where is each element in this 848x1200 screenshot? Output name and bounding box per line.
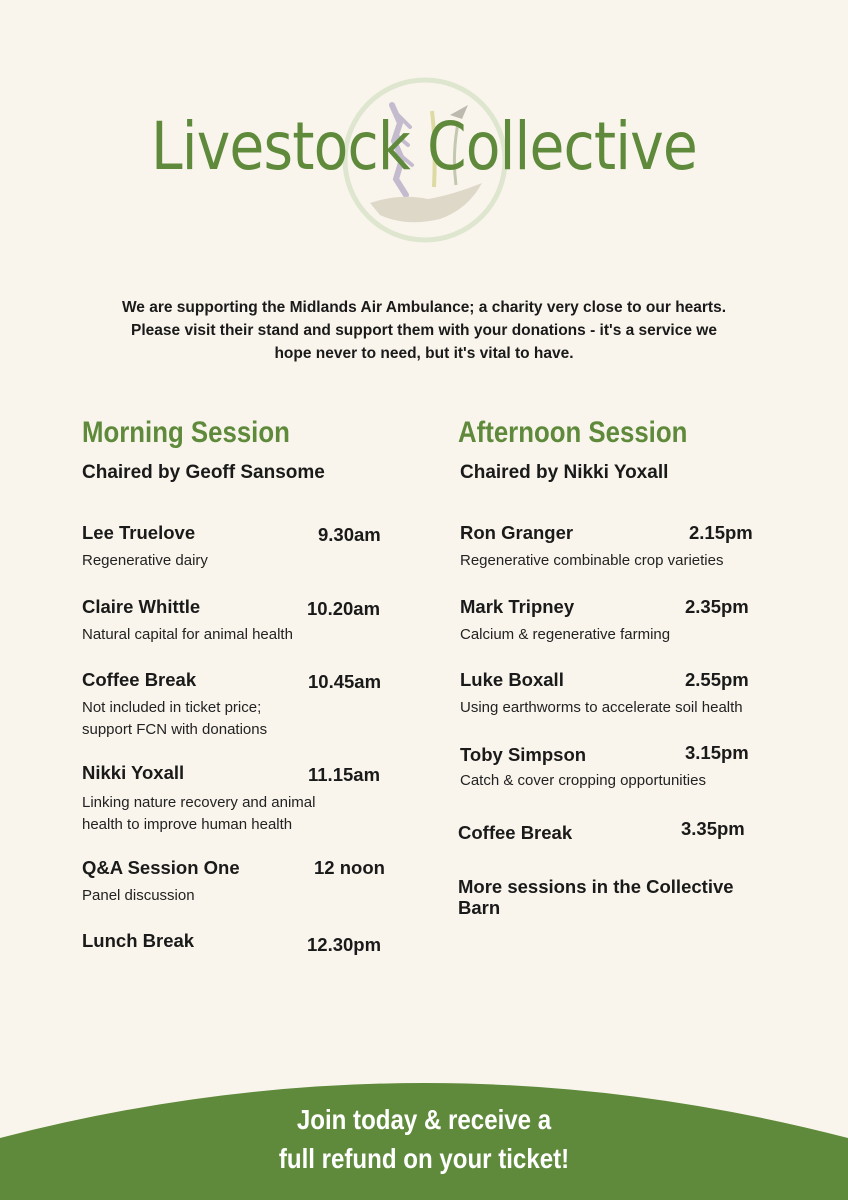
session-time: 9.30am — [318, 524, 381, 545]
speaker-name: Lee Truelove — [82, 522, 196, 543]
charity-intro-text: We are supporting the Midlands Air Ambulance; a charity very close to our hearts. Please visit their stand and support them with your donations - it's a service we hope never to need, but it's vital to have. — [121, 299, 727, 362]
session-time: 3.35pm — [681, 818, 745, 839]
footer-call-to-action — [59, 1100, 788, 1178]
session-time: 11.15am — [308, 764, 381, 785]
speaker-name: Coffee Break — [458, 822, 573, 843]
session-time: 10.20am — [307, 598, 381, 619]
speaker-name: Toby Simpson — [460, 744, 587, 765]
session-description: Linking nature recovery and animal health to improve human health — [82, 794, 316, 833]
speaker-name: Q&A Session One — [82, 857, 240, 878]
session-time: 2.35pm — [685, 596, 749, 617]
footer-line-2: full refund on your ticket! — [278, 1143, 570, 1174]
session-description: Regenerative dairy — [82, 552, 208, 569]
session-time: 2.15pm — [689, 522, 753, 543]
session-description: Regenerative combinable crop varieties — [460, 552, 724, 569]
afternoon-chair: Chaired by Nikki Yoxall — [460, 462, 669, 483]
more-sessions-note: More sessions in the Collective Barn — [458, 876, 734, 918]
session-time: 10.45am — [308, 671, 382, 692]
session-time: 12 noon — [314, 857, 385, 878]
session-time: 2.55pm — [685, 669, 749, 690]
morning-session-heading: Morning Session — [82, 416, 290, 449]
speaker-name: Coffee Break — [82, 669, 197, 690]
speaker-name: Claire Whittle — [82, 596, 201, 617]
speaker-name: Lunch Break — [82, 930, 195, 951]
page-title: Livestock Collective — [151, 108, 697, 185]
session-description: Catch & cover cropping opportunities — [460, 772, 706, 789]
session-description: Not included in ticket price; support FCN with donations — [82, 699, 268, 738]
speaker-name: Nikki Yoxall — [82, 762, 185, 783]
speaker-name: Luke Boxall — [460, 669, 564, 690]
speaker-name: Mark Tripney — [460, 596, 575, 617]
session-time: 3.15pm — [685, 742, 749, 763]
session-description: Using earthworms to accelerate soil health — [460, 699, 743, 716]
session-description: Natural capital for animal health — [82, 626, 293, 643]
session-time: 12.30pm — [307, 934, 382, 955]
morning-chair: Chaired by Geoff Sansome — [82, 462, 325, 483]
session-description: Panel discussion — [82, 887, 195, 904]
speaker-name: Ron Granger — [460, 522, 574, 543]
session-description: Calcium & regenerative farming — [460, 626, 671, 643]
afternoon-session-heading: Afternoon Session — [458, 416, 688, 449]
footer-line-1: Join today & receive a — [296, 1104, 552, 1135]
